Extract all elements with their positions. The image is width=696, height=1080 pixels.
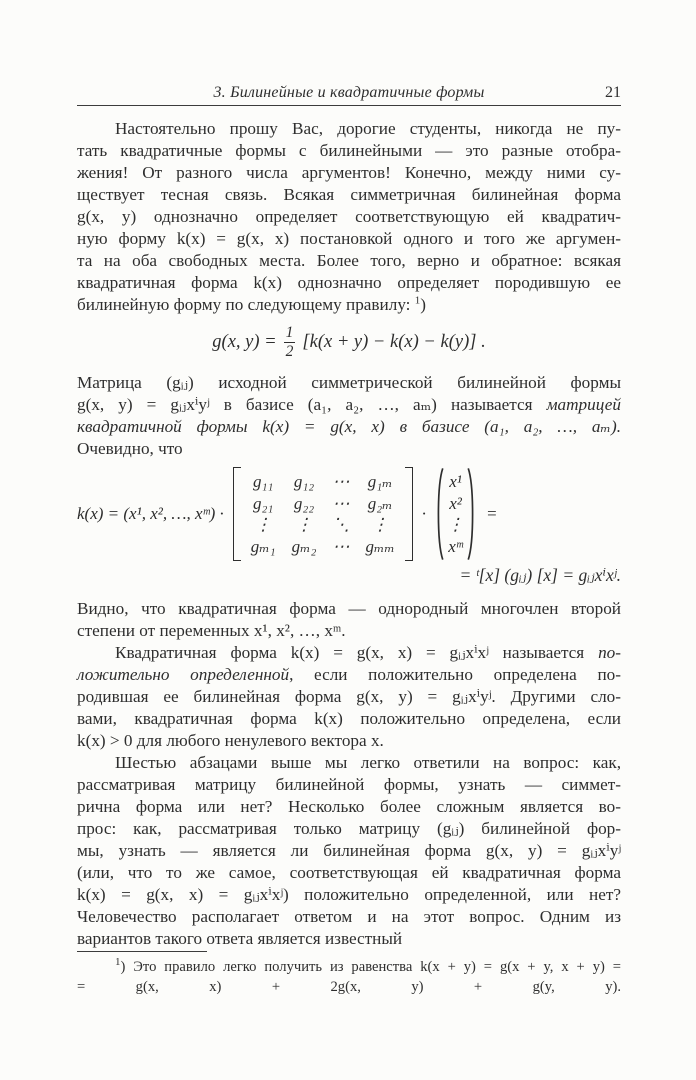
display-formula-polarization: [77, 318, 621, 366]
matrix-cell: gₘ₂: [291, 536, 317, 556]
paragraph-5: [77, 752, 621, 950]
text-line: мы, узнать — является ли билинейная форма g(x, y) = gᵢⱼxⁱyʲ: [77, 841, 621, 860]
text-line: ществует тесная связь. Всякая симметричная билинейная форма: [77, 185, 621, 204]
text-line: k(x) = g(x, x) = gᵢⱼxⁱxʲ) положительно определенной, или нет?: [77, 885, 621, 904]
text-run: ) Это правило легко получить из равенства k(x + y) = g(x + y, x + y) =: [120, 959, 621, 975]
footnote-line: = g(x, x) + 2g(x, y) + g(y, y).: [77, 979, 621, 995]
page-number: 21: [605, 84, 621, 101]
vector-cell: xᵐ: [448, 536, 463, 556]
fraction-one-half: [284, 324, 296, 360]
vector-right-paren: [467, 467, 476, 561]
text-line: степени от переменных x¹, x², …, xᵐ.: [77, 621, 346, 640]
fraction-numerator: 1: [285, 324, 294, 342]
text-run: g(x, y) = gᵢⱼxⁱyʲ в базисе (a₁, a₂, …, aₘ) называется: [77, 395, 533, 414]
text-line: Настоятельно прошу Вас, дорогие студенты, никогда не пу-: [115, 119, 621, 138]
formula-rhs: [k(x + y) − k(x) − k(y)] .: [302, 331, 486, 352]
matrix-cell: ⋮: [371, 515, 389, 534]
text-line: рассматривая матрицу билинейной формы, узнать — симмет-: [77, 775, 621, 794]
text-line: рична форма или нет? Несколько более сложным является во-: [77, 797, 621, 816]
matrix-cell: ⋱: [332, 515, 350, 534]
text-run: , если положительно определена по-: [289, 665, 621, 684]
multiplication-dot: ·: [421, 504, 427, 523]
matrix-cell: ⋮: [254, 515, 272, 534]
text-run: билинейную форму по следующему правилу:: [77, 295, 411, 314]
text-line: квадратичная форма k(x) однозначно определяет породившую ее: [77, 273, 621, 292]
formula-lhs: g(x, y) =: [212, 331, 277, 352]
matrix-cell: g₂₂: [293, 493, 315, 513]
matrix-cell: g₂₁: [253, 493, 274, 513]
vector-left-paren: [435, 467, 444, 561]
matrix-cell: g₁₂: [293, 472, 315, 491]
matrix-cell: g₁ₘ: [367, 472, 393, 491]
text-line: [77, 664, 621, 686]
matrix-cell: ⋯: [332, 472, 350, 491]
text-line: жения! От разного числа аргументов! Конечно, между ними су-: [77, 163, 621, 182]
text-line: [77, 642, 621, 664]
header-rule: [77, 105, 621, 106]
text-line: та на оба свободных места. Более того, верно и обратное: всякая: [77, 251, 621, 270]
footnote-rule: [77, 951, 207, 952]
equation-lhs-row-vector: k(x) = (x¹, x², …, xᵐ) ·: [77, 504, 224, 523]
text-line: g(x, y) однозначно определяет соответствующую ей квадратич-: [77, 207, 621, 226]
text-run: Квадратичная форма k(x) = g(x, x) = gᵢⱼxⁱxʲ называется: [115, 643, 585, 662]
paragraph-4: [77, 642, 621, 752]
text-line: Матрица (gᵢⱼ) исходной симметрической билинейной формы: [77, 373, 621, 392]
matrix-cell: ⋯: [332, 493, 350, 513]
matrix-cell: g₁₁: [253, 472, 274, 491]
emphasized-text: матрицей: [546, 395, 621, 414]
equation-continuation-line: = ᵗ[x] (gᵢⱼ) [x] = gᵢⱼxⁱxʲ.: [459, 565, 621, 585]
matrix-right-bracket: [405, 467, 413, 561]
matrix-cell: g₂ₘ: [367, 493, 393, 513]
matrix-left-bracket: [233, 467, 241, 561]
text-line: Человечество располагает ответом и на этот вопрос. Одним из: [77, 907, 621, 926]
text-line: тать квадратичные формы с билинейными — это разные отобра-: [77, 141, 621, 160]
text-line: вариантов такого ответа является известный: [77, 929, 403, 948]
equals-sign: =: [486, 504, 498, 523]
text-line: k(x) > 0 для любого ненулевого вектора x.: [77, 731, 384, 750]
footnote-marker: 1: [115, 956, 121, 969]
text-line: Видно, что квадратичная форма — однородный многочлен второй: [77, 599, 621, 618]
vector-cell: x¹: [449, 472, 462, 491]
text-line: [77, 294, 621, 316]
emphasized-text: ложительно определенной: [77, 665, 290, 684]
matrix-cell: ⋯: [332, 536, 350, 556]
column-vector: [444, 471, 467, 557]
display-equation-matrix: [77, 464, 621, 564]
paragraph-1: [77, 118, 621, 316]
text-line: прос: как, рассматривая только матрицу (gᵢⱼ) билинейной фор-: [77, 819, 621, 838]
paragraph-2: [77, 372, 621, 460]
matrix-cell: gₘ₁: [250, 536, 276, 556]
footnote-line: [77, 957, 621, 977]
text-line: квадратичной формы k(x) = g(x, x) в базисе (a₁, a₂, …, aₘ).: [77, 417, 621, 436]
emphasized-text: по-: [598, 643, 621, 662]
footnote: [77, 957, 621, 997]
footnote-reference-mark: 1: [414, 294, 421, 307]
text-line: Шестью абзацами выше мы легко ответили на вопрос: как,: [115, 753, 621, 772]
text-line: родившая ее билинейная форма g(x, y) = gᵢⱼxⁱyʲ. Другими сло-: [77, 687, 621, 706]
text-line: (или, что то же самое, соответствующая ей квадратичная форма: [77, 863, 621, 882]
text-line: Очевидно, что: [77, 439, 183, 458]
paragraph-3: [77, 598, 621, 642]
matrix-grid: [241, 468, 405, 560]
text-line: ную форму k(x) = g(x, x) постановкой одного и того же аргумен-: [77, 229, 621, 248]
running-header-title: 3. Билинейные и квадратичные формы: [213, 84, 485, 101]
matrix-cell: ⋮: [295, 515, 313, 534]
matrix-cell: gₘₘ: [365, 536, 395, 556]
vector-cell: x²: [449, 493, 462, 513]
text-line: [77, 394, 621, 416]
fraction-denominator: 2: [285, 342, 294, 360]
text-run: ): [420, 295, 426, 314]
vector-cell: ⋮: [447, 515, 465, 534]
text-line: вами, квадратичная форма k(x) положительно определена, если: [77, 709, 621, 728]
